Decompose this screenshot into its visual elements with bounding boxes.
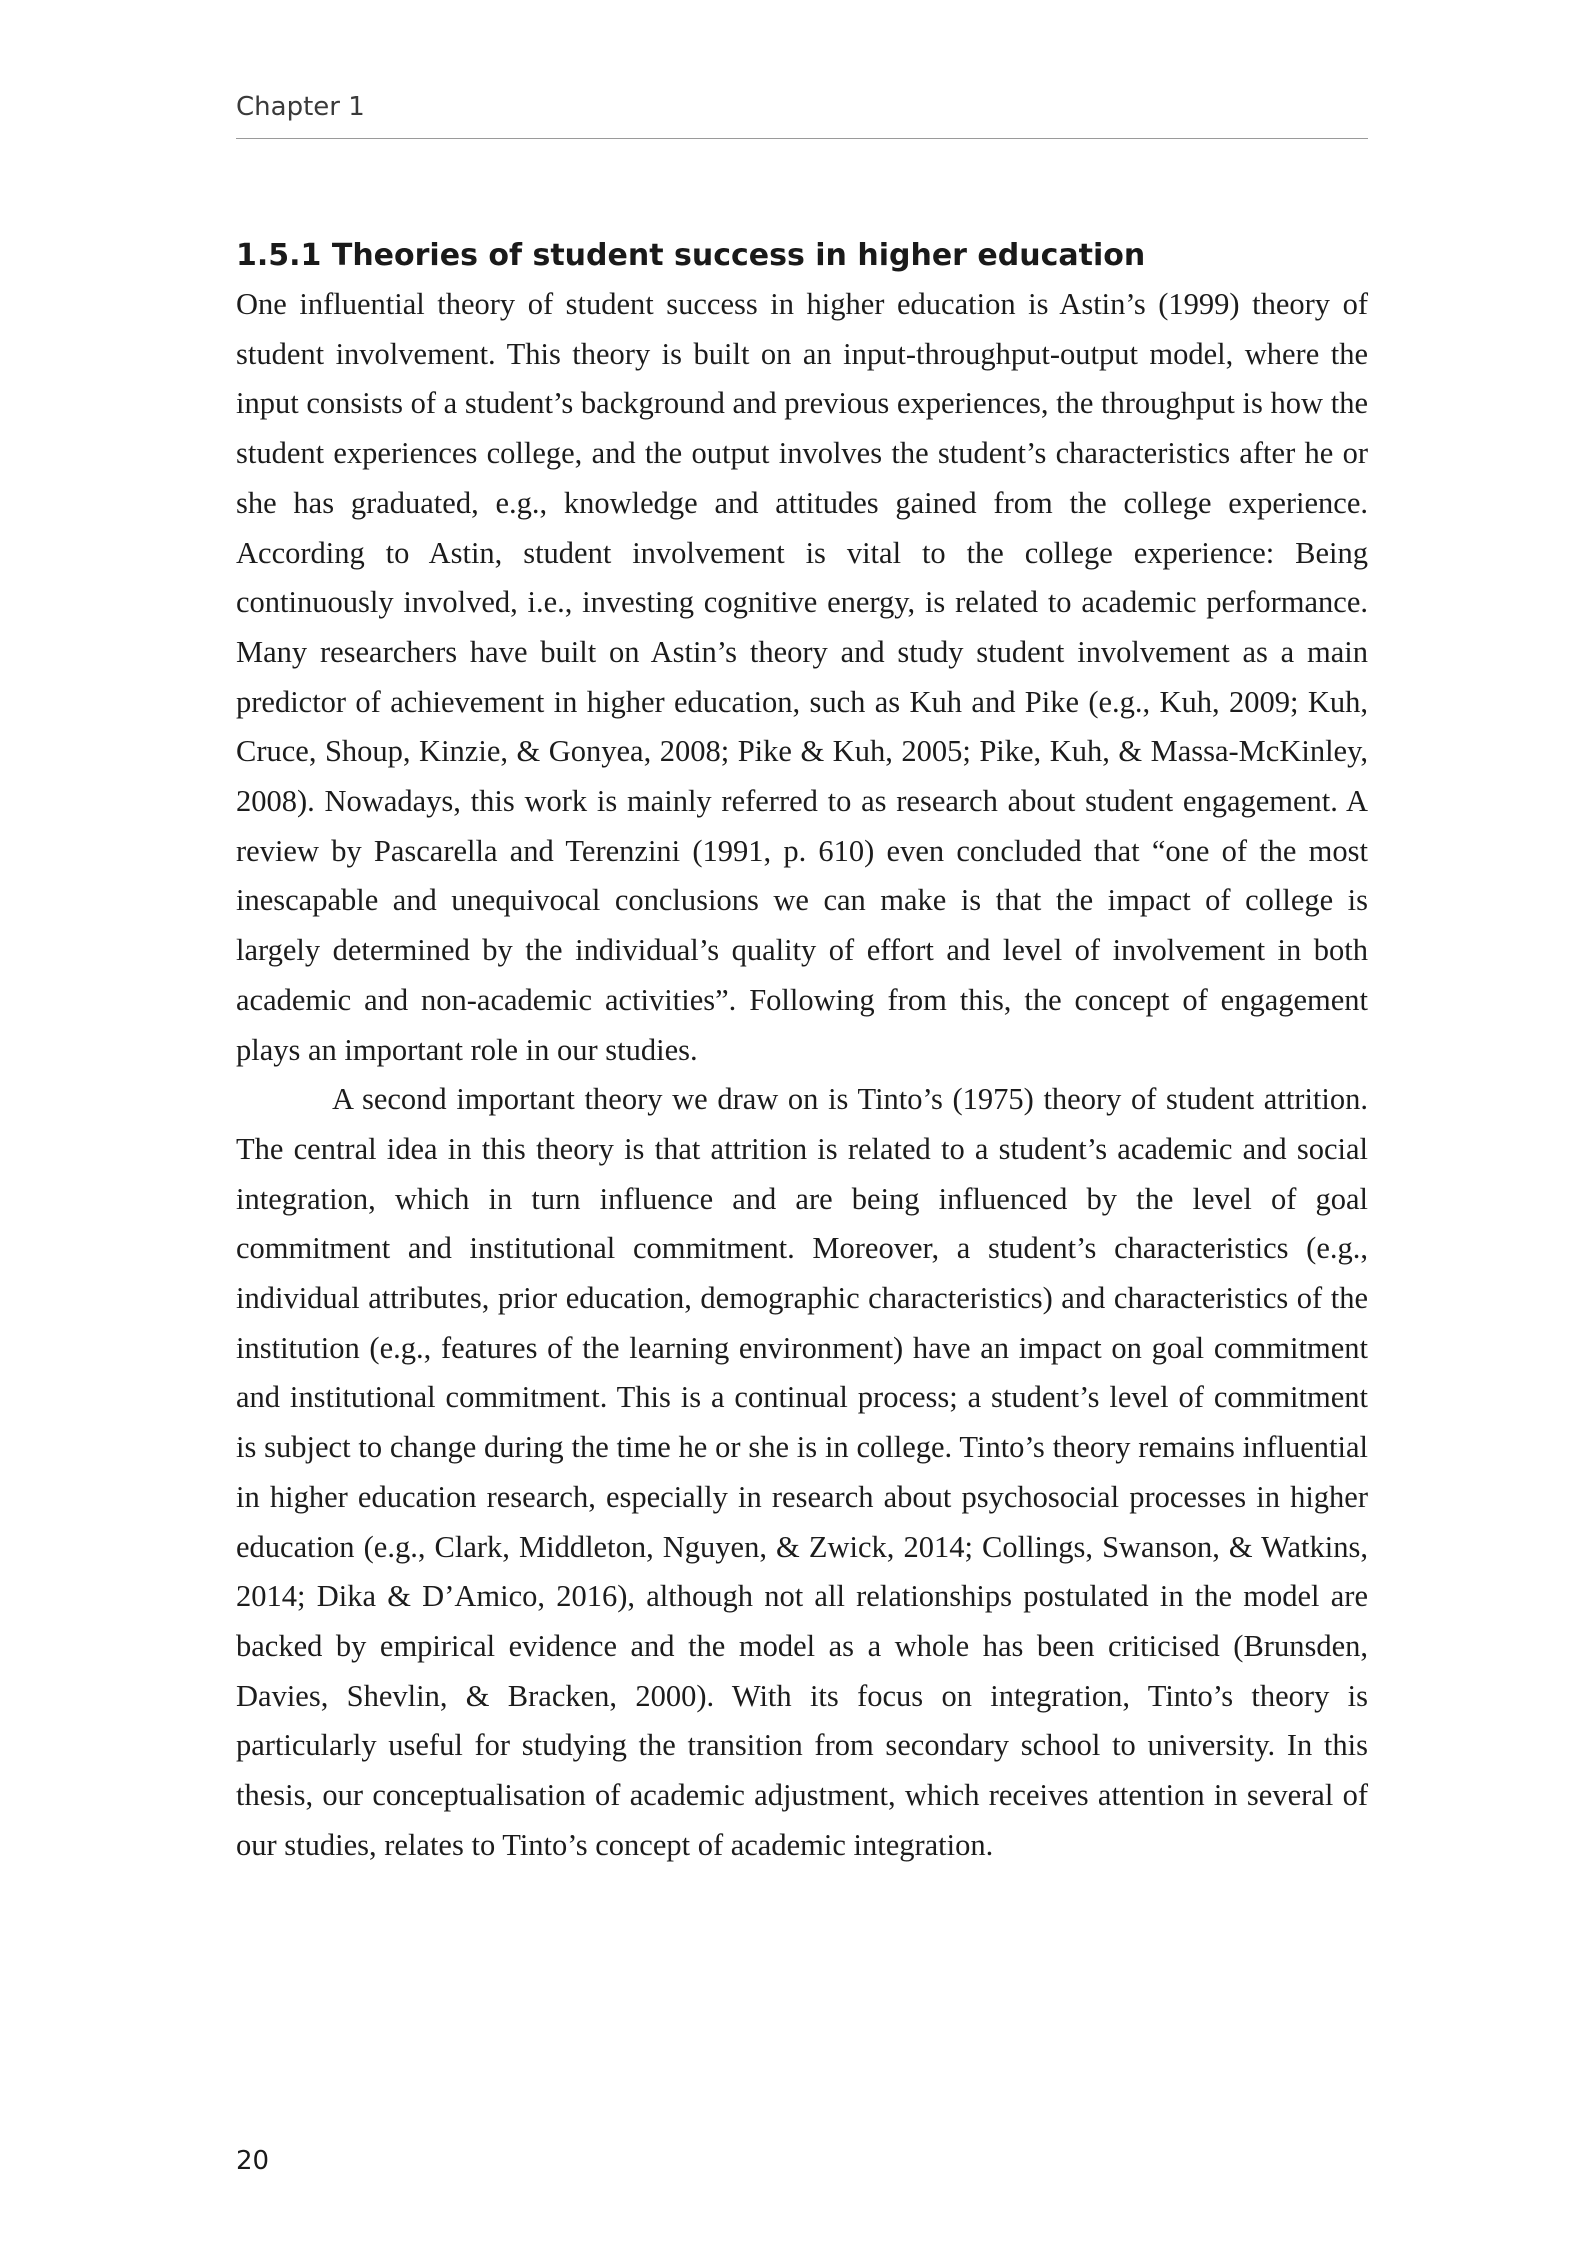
section-heading: 1.5.1 Theories of student success in higher education [236,238,1146,273]
page-number: 20 [236,2146,270,2176]
page-body [236,236,1368,1871]
header-divider [236,138,1368,139]
body-paragraph-2: A second important theory we draw on is Tinto’s (1975) theory of student attrition. The central idea in this theory is that attrition is related to a student’s academic and social integration, which in turn influence and are being influenced by the level of goal commitment and institutional commitment. Moreover, a student’s characteristics (e.g., individual attributes, prior education, demographic characteristics) and characteristics of the institution (e.g., features of the learning environment) have an impact on goal commitment and institutional commitment. This is a continual process; a student’s level of commitment is subject to change during the time he or she is in college. Tinto’s theory remains influential in higher education research, especially in research about psychosocial processes in higher education (e.g., Clark, Middleton, Nguyen, & Zwick, 2014; Collings, Swanson, & Watkins, 2014; Dika & D’Amico, 2016), although not all relationships postulated in the model are backed by empirical evidence and the model as a whole has been criticised (Brunsden, Davies, Shevlin, & Bracken, 2000). With its focus on integration, Tinto’s theory is particularly useful for studying the transition from secondary school to university. In this thesis, our conceptualisation of academic adjustment, which receives attention in several of our studies, relates to Tinto’s concept of academic integration. [236,1082,1368,1862]
running-header-chapter: Chapter 1 [236,92,365,122]
body-paragraph-1: One influential theory of student success in higher education is Astin’s (1999) theory of student involvement. This theory is built on an input-throughput-output model, where the input consists of a student’s background and previous experiences, the throughput is how the student experiences college, and the output involves the student’s characteristics after he or she has graduated, e.g., knowledge and attitudes gained from the college experience. According to Astin, student involvement is vital to the college experience: Being continuously involved, i.e., investing cognitive energy, is related to academic performance. Many researchers have built on Astin’s theory and study student involvement as a main predictor of achievement in higher education, such as Kuh and Pike (e.g., Kuh, 2009; Kuh, Cruce, Shoup, Kinzie, & Gonyea, 2008; Pike & Kuh, 2005; Pike, Kuh, & Massa-McKinley, 2008). Nowadays, this work is mainly referred to as research about student engagement. A review by Pascarella and Terenzini (1991, p. 610) even concluded that “one of the most inescapable and unequivocal conclusions we can make is that the impact of college is largely determined by the individual’s quality of effort and level of involvement in both academic and non-academic activities”. Following from this, the concept of engagement plays an important role in our studies. [236,287,1368,1067]
